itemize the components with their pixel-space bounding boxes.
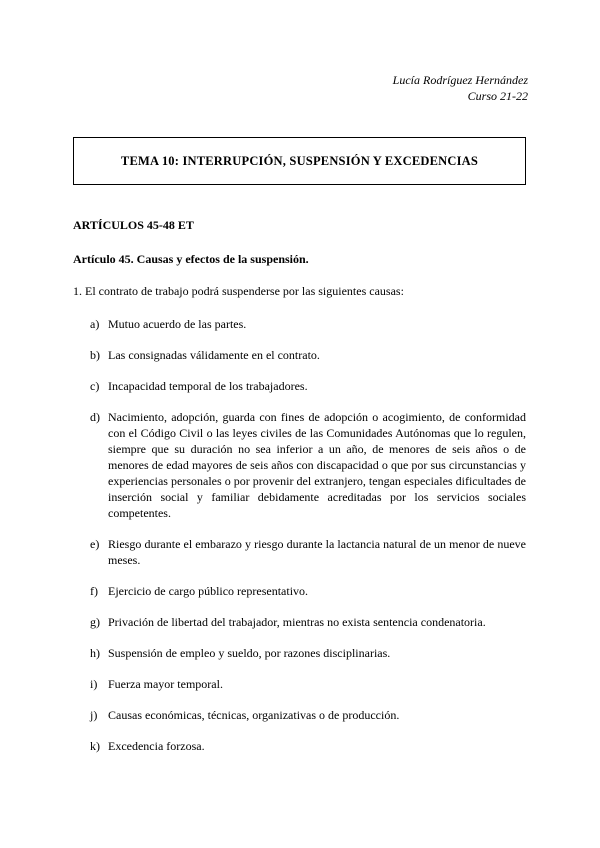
- list-item-text: Incapacidad temporal de los trabajadores.: [108, 379, 308, 393]
- section-heading: ARTÍCULOS 45-48 ET: [73, 218, 194, 232]
- list-item-letter: d): [90, 410, 100, 424]
- list-item-letter: h): [90, 646, 100, 660]
- page-title: TEMA 10: INTERRUPCIÓN, SUSPENSIÓN Y EXCEDENCIAS: [120, 153, 479, 168]
- list-item-text: Suspensión de empleo y sueldo, por razones disciplinarias.: [108, 646, 391, 660]
- list-item-text: Mutuo acuerdo de las partes.: [108, 317, 247, 331]
- list-item-letter: b): [90, 348, 100, 362]
- list-item: [73, 347, 526, 363]
- list-item-letter: g): [90, 615, 100, 629]
- list-item-letter: i): [90, 677, 98, 691]
- course-label: Curso 21-22: [467, 89, 528, 103]
- causes-list: [73, 316, 526, 769]
- list-item: [73, 645, 526, 661]
- list-item: [73, 378, 526, 394]
- list-item-text: Las consignadas válidamente en el contrato.: [108, 348, 320, 362]
- list-item-letter: e): [90, 537, 100, 551]
- author-name: Lucía Rodríguez Hernández: [392, 73, 528, 87]
- title-box: [73, 137, 526, 185]
- author-block: [393, 72, 528, 104]
- list-item-letter: a): [90, 317, 100, 331]
- list-item-text: Causas económicas, técnicas, organizativas o de producción.: [108, 708, 400, 722]
- list-item-text: Ejercicio de cargo público representativo.: [108, 584, 309, 598]
- list-item-text: Privación de libertad del trabajador, mientras no exista sentencia condenatoria.: [108, 615, 486, 629]
- list-item-text: Fuerza mayor temporal.: [108, 677, 223, 691]
- list-item: [73, 316, 526, 332]
- article-heading: Artículo 45. Causas y efectos de la suspensión.: [73, 252, 309, 266]
- list-item: [73, 409, 526, 521]
- list-item: [73, 583, 526, 599]
- list-item: [73, 707, 526, 723]
- list-item: [73, 676, 526, 692]
- list-item-letter: f): [90, 584, 98, 598]
- list-item-letter: j): [90, 708, 98, 722]
- list-item: [73, 738, 526, 754]
- intro-paragraph: 1. El contrato de trabajo podrá suspenderse por las siguientes causas:: [73, 284, 404, 298]
- list-item-letter: c): [90, 379, 100, 393]
- list-item: [73, 614, 526, 630]
- list-item-text: Riesgo durante el embarazo y riesgo durante la lactancia natural de un menor de nueve meses.: [108, 537, 526, 567]
- list-item-letter: k): [90, 739, 100, 753]
- list-item: [73, 536, 526, 568]
- list-item-text: Nacimiento, adopción, guarda con fines de adopción o acogimiento, de conformidad con el Código Civil o las leyes civiles de las Comunidades Autónomas que lo regulen, siempre que su duración no sea inferior a un año, de menores de seis años o de menores de edad mayores de seis años con discapacidad o que por sus circunstancias y experiencias personales o por provenir del extranjero, tengan especiales dificultades de inserción social y familiar debidamente acreditadas por los servicios sociales competentes.: [108, 410, 526, 520]
- list-item-text: Excedencia forzosa.: [108, 739, 205, 753]
